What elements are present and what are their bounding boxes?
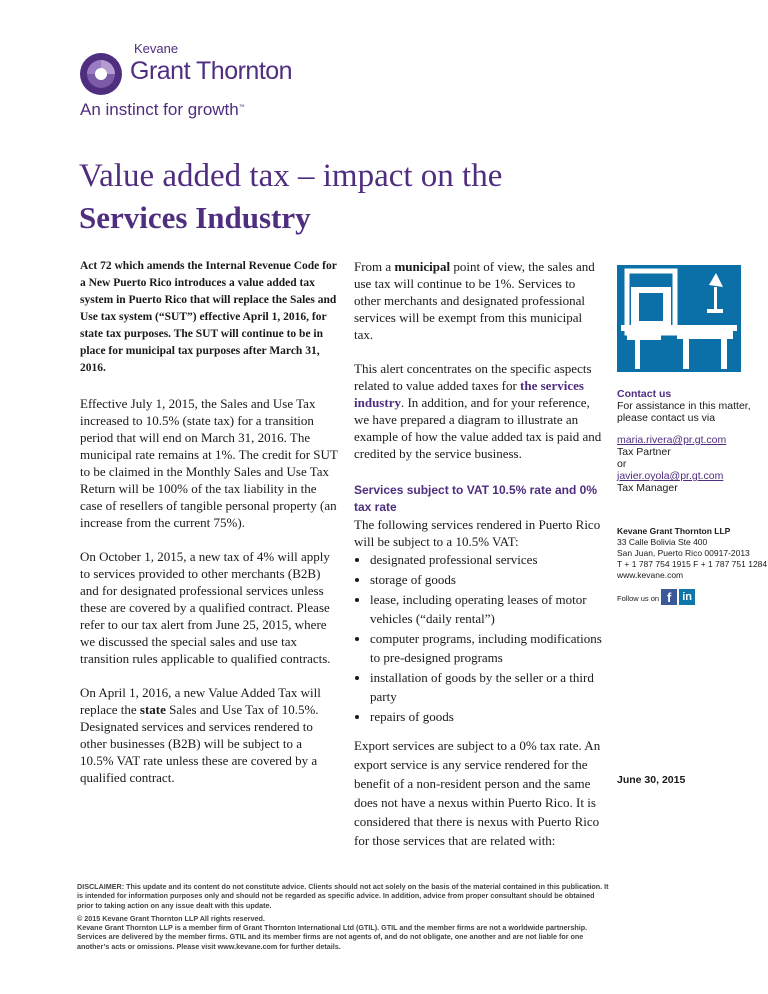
facebook-icon[interactable]: f <box>661 589 677 605</box>
or-text: or <box>617 458 627 470</box>
page-title-line1: Value added tax – impact on the <box>79 158 503 194</box>
paragraph-alert-focus: This alert concentrates on the specific aspects related to value added taxes for the services industry. In addition, and for your reference, we have prepared a diagram to illustrate an example of how the value added tax is paid and credited by the service business. <box>354 361 602 461</box>
paragraph-new-4pct-tax: On October 1, 2015, a new tax of 4% will apply to services provided to other merchants (B2B) and for designated professional services unless these are covered by a qualified contract. Please refer to our tax alert from June 25, 2015, where we discussed the special sales and use tax transition rules applicable to qualified contracts. <box>80 549 331 666</box>
lead-paragraph: Act 72 which amends the Internal Revenue Code for a New Puerto Rico introduces a value added tax system in Puerto Rico that will replace the Sales and Use tax system (“SUT”) effective April 1, 2016, for state tax purposes. The SUT will continue to be in place for municipal tax purposes after March 31, 2016. <box>80 260 337 374</box>
role-tax-partner: Tax Partner <box>617 446 671 458</box>
publication-date: June 30, 2015 <box>617 774 686 786</box>
address-line2: San Juan, Puerto Rico 00917-2013 <box>617 548 750 558</box>
member-firm-text: Kevane Grant Thornton LLP is a member firm of Grant Thornton International Ltd (GTIL). GTIL and the member firms are not a worldwide partnership. Services are delivered by the member firms. GTIL and its member firms are not agents of, and do not obligate, one another and are not liable for one another’s acts or omissions. Please visit www.kevane.com for further details. <box>77 923 588 951</box>
middle-column <box>354 258 604 850</box>
left-column <box>80 258 338 803</box>
logo-tagline: An instinct for growth™ <box>80 100 245 119</box>
section-heading-vat-services: Services subject to VAT 10.5% rate and 0% tax rate <box>354 483 597 514</box>
email-link-maria-rivera[interactable]: maria.rivera@pr.gt.com <box>617 434 727 446</box>
paragraph-sut-increase: Effective July 1, 2015, the Sales and Use Tax increased to 10.5% (state tax) for a transition period that will end on March 31, 2016. The municipal rate remains at 1%. The credit for SUT to be claimed in the Monthly Sales and Use Tax Return will be 100% of the tax liability in the case of resellers of tangible personal property (an increase from the current 75%). <box>80 396 338 530</box>
phone-fax: T + 1 787 754 1915 F + 1 787 751 1284 <box>617 559 768 569</box>
copyright-text: © 2015 Kevane Grant Thornton LLP All rights reserved. <box>77 913 265 923</box>
email-link-javier-oyola[interactable]: javier.oyola@pr.gt.com <box>617 470 724 482</box>
paragraph-export-services: Export services are subject to a 0% tax rate. An export service is any service rendered for the benefit of a non-resident person and the same does not have a nexus within Puerto Rico. It is considered that there is nexus with Puerto Rico for those services that are related with: <box>354 738 601 848</box>
linkedin-icon[interactable]: in <box>679 589 695 605</box>
website-link[interactable]: www.kevane.com <box>617 570 684 580</box>
contact-block <box>617 388 767 494</box>
contact-intro: For assistance in this matter, please contact us via <box>617 400 751 424</box>
list-item: • installation of goods by the seller or a third party <box>370 668 604 706</box>
services-list <box>354 550 604 726</box>
contact-heading: Contact us <box>617 388 672 400</box>
services-intro: The following services rendered in Puerto Rico will be subject to a 10.5% VAT: <box>354 517 601 549</box>
grant-thornton-logo-icon <box>79 52 123 96</box>
paragraph-vat-april: On April 1, 2016, a new Value Added Tax will replace the state Sales and Use Tax of 10.5%. Designated services and services rendered to other businesses (B2B) will be subject to a 10.5% VAT rate unless these are covered by a qualified contract. <box>80 685 321 785</box>
paragraph-municipal: From a municipal point of view, the sales and use tax will continue to be 1%. Services to other merchants and designated professional services will be exempt from this municipal tax. <box>354 259 595 342</box>
page-title-line2: Services Industry <box>79 200 311 235</box>
role-tax-manager: Tax Manager <box>617 482 678 494</box>
logo-kevane-text: Kevane <box>134 41 179 56</box>
social-follow <box>617 589 695 605</box>
list-item: • repairs of goods <box>370 707 604 726</box>
footer-disclaimer <box>77 882 612 951</box>
disclaimer-text: DISCLAIMER: This update and its content do not constitute advice. Clients should not act solely on the basis of the material contained in this publication. It is intended for information purposes only and should not be regarded as specific advice. In addition, advice from proper consultant should be obtained prior to taking action on any issue dealt with this update. <box>77 882 609 910</box>
follow-label: Follow us on <box>617 594 660 603</box>
logo-firm-name: Grant Thornton <box>130 57 293 85</box>
address-line1: 33 Calle Bolivia Ste 400 <box>617 537 708 547</box>
list-item: • storage of goods <box>370 570 604 589</box>
office-desk-icon <box>617 265 741 372</box>
list-item: • designated professional services <box>370 550 604 569</box>
list-item: • computer programs, including modifications to pre-designed programs <box>370 629 604 667</box>
list-item: • lease, including operating leases of motor vehicles (“daily rental”) <box>370 590 604 628</box>
firm-address-block <box>617 526 768 581</box>
firm-name: Kevane Grant Thornton LLP <box>617 526 731 536</box>
